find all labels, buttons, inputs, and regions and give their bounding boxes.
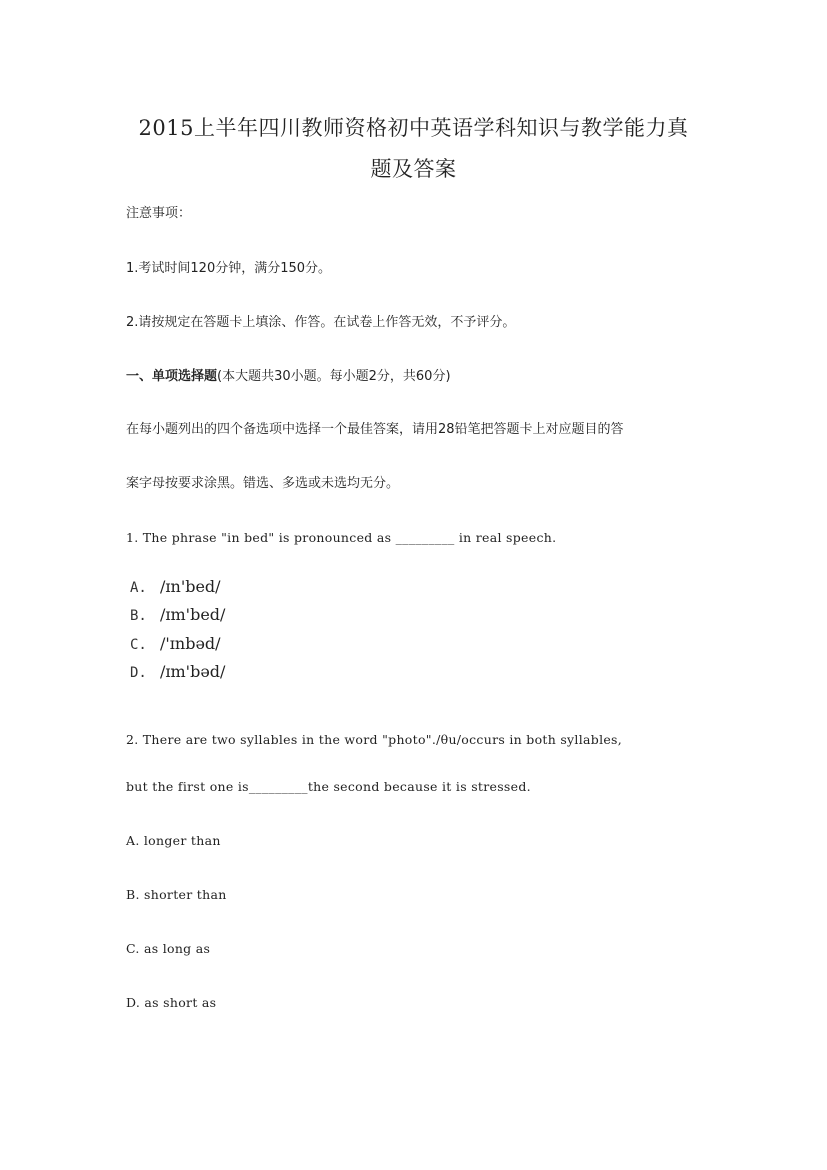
option-letter: D. [130,665,147,681]
document-title-line-2: 题及答案 [370,157,457,181]
option-letter: C. [130,637,147,653]
notice-item-1: 1.考试时间120分钟，满分150分。 [126,261,332,276]
question-2-option-d: D. as short as [126,995,217,1010]
option-letter: B. [130,608,147,624]
question-2-stem-line-1: 2. There are two syllables in the word "photo"./θu/occurs in both syllables, [126,732,623,747]
option-text: /'ɪnbəd/ [160,634,221,653]
question-1-option-d [130,662,225,681]
section-instructions-line-1: 在每小题列出的四个备选项中选择一个最佳答案，请用28铅笔把答题卡上对应题目的答 [126,422,624,437]
question-1-option-c [130,634,221,653]
section-heading-detail: (本大题共30小题。每小题2分，共60分) [217,369,451,384]
question-2-stem-line-2: but the first one is_________the second because it is stressed. [126,779,531,794]
question-2-option-b: B. shorter than [126,887,227,902]
notice-item-2: 2.请按规定在答题卡上填涂、作答。在试卷上作答无效，不予评分。 [126,315,516,330]
section-heading-title: 一、单项选择题 [126,369,218,384]
question-1-option-a [130,577,221,596]
section-instructions-line-2: 案字母按要求涂黑。错选、多选或未选均无分。 [126,476,400,491]
option-text: /ɪm'bəd/ [160,662,226,681]
section-heading [126,365,451,384]
question-1-option-b [130,605,225,624]
question-1-stem: 1. The phrase "in bed" is pronounced as _________ in real speech. [126,530,557,545]
notice-heading: 注意事项： [126,206,192,221]
option-letter: A. [130,580,147,596]
question-2-option-c: C. as long as [126,941,211,956]
document-title-line-1: 2015上半年四川教师资格初中英语学科知识与教学能力真 [138,116,689,140]
option-text: /ɪm'bed/ [160,605,226,624]
question-2-option-a: A. longer than [126,833,221,848]
option-text: /ɪn'bed/ [160,577,221,596]
